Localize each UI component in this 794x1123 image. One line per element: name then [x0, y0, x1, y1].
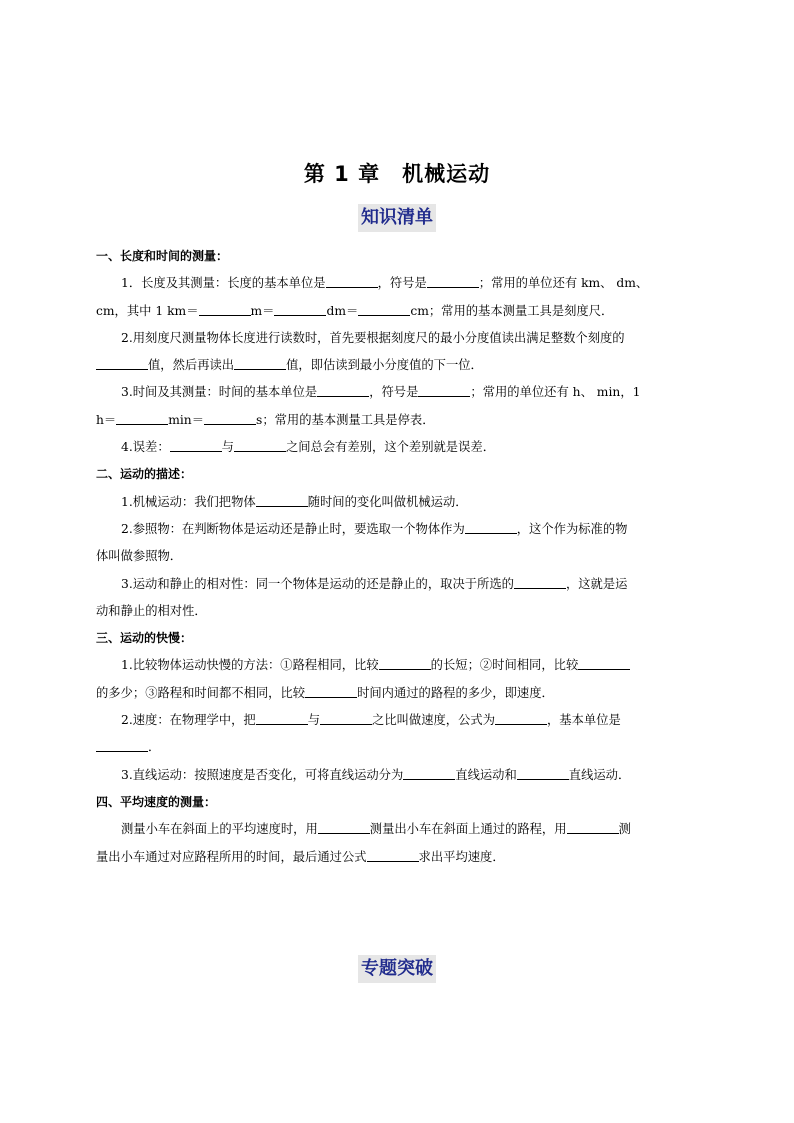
answer-blank	[367, 849, 419, 862]
section-heading-motion-description: 二、运动的描述：	[96, 467, 193, 482]
paragraph-compare-1	[96, 652, 698, 679]
text: 1.比较物体运动快慢的方法：①路程相同，比较	[121, 658, 379, 673]
text: ．	[148, 740, 161, 755]
text: m＝	[250, 303, 275, 318]
topics-banner-wrap	[0, 955, 794, 983]
answer-blank	[578, 657, 630, 670]
answer-blank	[256, 494, 308, 507]
text: 4.误差：	[121, 440, 170, 455]
answer-blank	[234, 439, 286, 452]
paragraph-ruler-reading-1: 2.用刻度尺测量物体长度进行读数时，首先要根据刻度尺的最小分度值读出满足整数个刻度的	[121, 330, 625, 345]
answer-blank	[234, 357, 286, 370]
text: 测量出小车在斜面上通过的路程，用	[369, 822, 567, 837]
answer-blank	[256, 712, 308, 725]
section-heading-speed: 三、运动的快慢：	[96, 631, 193, 646]
answer-blank	[517, 767, 569, 780]
answer-blank	[320, 712, 372, 725]
paragraph-length-2	[96, 298, 698, 325]
paragraph-time-2	[96, 407, 698, 434]
paragraph-average-speed-2	[96, 844, 698, 871]
paragraph-average-speed-1	[96, 816, 698, 843]
paragraph-speed-2	[96, 734, 698, 761]
text: dm＝	[326, 303, 359, 318]
answer-blank	[96, 739, 148, 752]
answer-blank	[379, 657, 431, 670]
text: 3.直线运动：按照速度是否变化，可将直线运动分为	[121, 767, 404, 782]
text: cm，其中 1 km＝	[96, 303, 199, 318]
chapter-title: 第 1 章 机械运动	[303, 162, 491, 186]
text: cm；常用的基本测量工具是刻度尺．	[410, 303, 614, 318]
text: ，符号是	[369, 385, 419, 400]
text: ，这就是运	[565, 576, 628, 591]
paragraph-mechanical-motion	[96, 489, 698, 516]
paragraph-reference-1	[96, 516, 698, 543]
answer-blank	[116, 412, 168, 425]
answer-blank	[403, 767, 455, 780]
answer-blank	[358, 303, 410, 316]
text: 之比叫做速度，公式为	[372, 713, 495, 728]
text: 直线运动．	[568, 767, 631, 782]
text: s；常用的基本测量工具是停表．	[256, 412, 435, 427]
knowledge-list-banner: 知识清单	[358, 204, 436, 232]
paragraph-error	[96, 434, 698, 461]
paragraph-speed-1	[96, 707, 698, 734]
document-body	[96, 243, 698, 871]
paragraph-compare-2	[96, 680, 698, 707]
text: ，基本单位是	[547, 713, 621, 728]
answer-blank	[204, 412, 256, 425]
text: 之间总会有差别，这个差别就是误差．	[285, 440, 495, 455]
answer-blank	[274, 303, 326, 316]
paragraph-ruler-reading-2	[96, 352, 698, 379]
text: ，这个作为标准的物	[516, 521, 628, 536]
answer-blank	[514, 576, 566, 589]
answer-blank	[326, 275, 378, 288]
answer-blank	[96, 357, 148, 370]
answer-blank	[465, 521, 517, 534]
text: 随时间的变化叫做机械运动．	[307, 494, 468, 509]
text: 2.参照物：在判断物体是运动还是静止时，要选取一个物体作为	[121, 521, 465, 536]
answer-blank	[170, 439, 222, 452]
text: 与	[307, 713, 321, 728]
text: 量出小车通过对应路程所用的时间，最后通过公式	[96, 849, 367, 864]
answer-blank	[317, 384, 369, 397]
answer-blank	[305, 685, 357, 698]
knowledge-banner-wrap	[0, 204, 794, 232]
text: 的多少；③路程和时间都不相同，比较	[96, 685, 306, 700]
text: ，符号是	[377, 276, 427, 291]
text: 与	[221, 440, 234, 455]
section-heading-average-speed: 四、平均速度的测量：	[96, 794, 217, 809]
paragraph-time-1	[96, 379, 698, 406]
text: min＝	[168, 412, 205, 427]
section-heading-length-time: 一、长度和时间的测量：	[96, 249, 229, 263]
answer-blank	[318, 821, 370, 834]
answer-blank	[495, 712, 547, 725]
text: 测量小车在斜面上的平均速度时，用	[121, 822, 318, 837]
text: ；常用的单位还有 h、 min，1	[470, 385, 641, 400]
paragraph-relativity-2: 动和静止的相对性．	[96, 603, 207, 618]
paragraph-length-1	[96, 270, 698, 297]
text: 1．长度及其测量：长度的基本单位是	[121, 276, 326, 291]
text: 值，然后再读出	[148, 358, 235, 373]
answer-blank	[567, 821, 619, 834]
answer-blank	[199, 303, 251, 316]
text: 求出平均速度．	[418, 849, 505, 864]
text: 1.机械运动：我们把物体	[121, 494, 256, 509]
topic-breakthrough-banner: 专题突破	[358, 955, 436, 983]
text: h＝	[96, 412, 117, 427]
text: ；常用的单位还有 km、 dm、	[478, 276, 649, 291]
answer-blank	[427, 275, 479, 288]
text: 测	[618, 822, 631, 837]
text: 2.速度：在物理学中，把	[121, 713, 256, 728]
paragraph-relativity-1	[96, 571, 698, 598]
text: 的长短；②时间相同，比较	[430, 658, 579, 673]
text: 3.时间及其测量：时间的基本单位是	[121, 385, 318, 400]
text: 值，即估读到最小分度值的下一位．	[286, 358, 483, 373]
text: 时间内通过的路程的多少，即速度．	[357, 685, 554, 700]
text: 3.运动和静止的相对性：同一个物体是运动的还是静止的，取决于所选的	[121, 576, 514, 591]
paragraph-reference-2: 体叫做参照物．	[96, 549, 183, 564]
text: 直线运动和	[455, 767, 517, 782]
paragraph-linear-motion	[96, 762, 698, 789]
answer-blank	[418, 384, 470, 397]
